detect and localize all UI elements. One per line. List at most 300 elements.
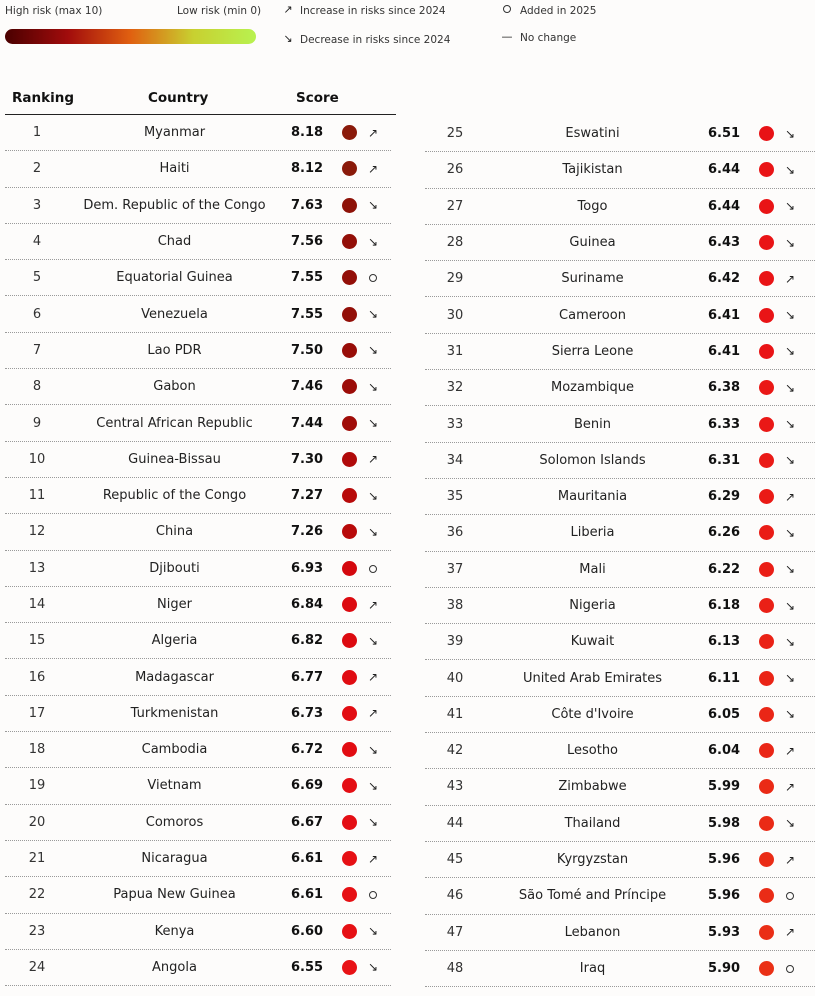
added-circle-icon [366, 270, 380, 286]
decrease-arrow-icon: ↘ [784, 417, 796, 432]
increase-arrow-icon: ↗ [367, 161, 379, 176]
risk-dot-icon [342, 270, 357, 285]
country-cell: Iraq [579, 960, 606, 976]
risk-dot-icon [759, 380, 774, 395]
table-row [5, 333, 391, 369]
table-row [5, 587, 391, 623]
risk-dot-icon [759, 671, 774, 686]
country-cell: Kyrgyzstan [556, 852, 629, 868]
rank-cell: 7 [32, 342, 42, 358]
rank-cell: 48 [446, 960, 464, 976]
increase-label: Increase in risks since 2024 [300, 5, 446, 17]
country-cell: Lao PDR [147, 342, 202, 358]
score-cell: 6.55 [291, 959, 324, 975]
score-cell: 8.18 [291, 125, 324, 141]
country-cell: Sierra Leone [551, 343, 634, 359]
table-row [5, 950, 391, 986]
score-cell: 6.13 [708, 634, 741, 650]
country-cell: Benin [573, 416, 611, 432]
score-cell: 6.82 [291, 633, 324, 649]
score-cell: 6.61 [291, 851, 324, 867]
score-cell: 7.56 [291, 234, 324, 250]
score-cell: 6.22 [708, 561, 741, 577]
risk-dot-icon [759, 634, 774, 649]
risk-dot-icon [342, 198, 357, 213]
rank-cell: 2 [32, 161, 42, 177]
score-cell: 8.12 [291, 161, 324, 177]
decrease-arrow-icon: ↘ [784, 235, 796, 250]
table-row [425, 588, 815, 624]
table-row [425, 152, 815, 188]
decrease-arrow-icon: ↘ [784, 162, 796, 177]
decrease-arrow-icon: ↘ [784, 199, 796, 214]
increase-arrow-icon: ↗ [784, 925, 796, 940]
added-label: Added in 2025 [520, 5, 597, 17]
low-risk-label: Low risk (min 0) [177, 5, 262, 17]
country-cell: Lesotho [566, 743, 619, 759]
risk-dot-icon [759, 417, 774, 432]
decrease-arrow-icon: ↘ [367, 960, 379, 975]
increase-arrow-icon: ↗ [367, 125, 379, 140]
risk-dot-icon [342, 416, 357, 431]
score-cell: 6.18 [708, 598, 741, 613]
score-cell: 6.31 [708, 452, 741, 468]
rank-cell: 25 [446, 126, 464, 142]
country-cell: Cameroon [559, 307, 626, 323]
risk-dot-icon [759, 779, 774, 794]
decrease-arrow-icon: ↘ [367, 815, 379, 830]
country-cell: Mozambique [551, 380, 634, 396]
country-cell: São Tomé and Príncipe [518, 888, 667, 904]
score-cell: 6.44 [708, 198, 741, 214]
increase-arrow-icon: ↗ [784, 489, 796, 504]
increase-arrow-icon: ↗ [784, 852, 796, 867]
rank-cell: 10 [28, 451, 46, 467]
table-row [5, 478, 391, 514]
decrease-arrow-icon: ↘ [784, 634, 796, 649]
score-cell: 6.05 [708, 706, 741, 722]
ranking-table-left [5, 115, 391, 986]
risk-dot-icon [759, 852, 774, 867]
score-cell: 6.93 [291, 560, 324, 576]
risk-dot-icon [759, 961, 774, 976]
risk-dot-icon [759, 598, 774, 613]
decrease-arrow-icon: ↘ [367, 343, 379, 358]
score-cell: 6.73 [291, 705, 324, 721]
score-cell: 6.29 [708, 489, 741, 505]
table-row [5, 260, 391, 296]
increase-arrow-icon: ↗ [367, 851, 379, 866]
risk-dot-icon [759, 816, 774, 831]
score-cell: 6.69 [291, 778, 324, 794]
table-row [425, 443, 815, 479]
score-cell: 6.41 [708, 343, 741, 359]
table-row [425, 370, 815, 406]
score-cell: 7.63 [291, 197, 324, 213]
score-cell: 7.27 [291, 488, 324, 504]
score-cell: 6.38 [708, 380, 741, 396]
risk-dot-icon [342, 851, 357, 866]
country-cell: Haiti [159, 161, 190, 177]
decrease-arrow-icon: ↘ [784, 308, 796, 323]
score-cell: 6.33 [708, 416, 741, 432]
increase-arrow-icon: ↗ [784, 743, 796, 758]
table-row [425, 116, 815, 152]
risk-dot-icon [342, 670, 357, 685]
country-cell: Côte d'Ivoire [551, 706, 634, 722]
risk-dot-icon [759, 235, 774, 250]
table-row [425, 297, 815, 333]
risk-dot-icon [759, 344, 774, 359]
country-cell: Kuwait [570, 634, 615, 650]
country-cell: Tajikistan [562, 162, 623, 178]
table-row [5, 805, 391, 841]
table-row [5, 659, 391, 695]
risk-dot-icon [342, 924, 357, 939]
rank-cell: 20 [28, 814, 46, 830]
high-risk-label: High risk (max 10) [5, 5, 103, 17]
country-cell: Gabon [153, 379, 196, 395]
risk-dot-icon [342, 488, 357, 503]
country-cell: China [155, 524, 194, 540]
no-change-dash-icon: — [501, 30, 513, 43]
rank-cell: 26 [446, 162, 464, 178]
rank-cell: 16 [28, 669, 46, 685]
rank-cell: 46 [446, 888, 464, 904]
rank-cell: 31 [446, 343, 464, 359]
country-cell: Chad [157, 234, 192, 250]
rank-cell: 18 [28, 742, 46, 758]
table-row [5, 442, 391, 478]
risk-dot-icon [342, 379, 357, 394]
rank-cell: 15 [28, 633, 46, 649]
rank-cell: 34 [446, 452, 464, 468]
rank-cell: 47 [446, 924, 464, 940]
country-cell: Republic of the Congo [102, 488, 247, 504]
country-cell: Suriname [561, 271, 624, 287]
table-row [425, 697, 815, 733]
score-cell: 6.44 [708, 162, 741, 178]
score-cell: 6.61 [291, 887, 324, 903]
country-cell: Zimbabwe [558, 779, 627, 795]
decrease-arrow-icon: ↘ [367, 924, 379, 939]
decrease-arrow-icon: ↘ [784, 344, 796, 359]
decrease-arrow-icon: ↘ [367, 742, 379, 757]
rank-cell: 28 [446, 235, 464, 251]
rank-cell: 45 [446, 852, 464, 868]
risk-dot-icon [759, 525, 774, 540]
rank-cell: 14 [28, 597, 46, 612]
rank-cell: 4 [32, 234, 42, 250]
risk-dot-icon [759, 743, 774, 758]
decrease-arrow-icon: ↘ [784, 525, 796, 540]
decrease-arrow-icon: ↘ [367, 633, 379, 648]
decrease-arrow-icon: ↘ [367, 778, 379, 793]
rank-cell: 37 [446, 561, 464, 577]
rank-cell: 1 [32, 125, 42, 141]
table-row [425, 915, 815, 951]
increase-arrow-icon: ↗ [367, 670, 379, 685]
risk-dot-icon [342, 597, 357, 612]
table-row [425, 660, 815, 696]
country-cell: Togo [577, 198, 608, 214]
table-row [5, 623, 391, 659]
table-row [425, 878, 815, 914]
score-cell: 7.50 [291, 342, 324, 358]
risk-dot-icon [342, 561, 357, 576]
table-row [5, 696, 391, 732]
table-row [5, 224, 391, 260]
country-cell: Lebanon [564, 924, 621, 940]
added-circle-icon [783, 960, 797, 976]
table-row [5, 514, 391, 550]
risk-dot-icon [759, 489, 774, 504]
risk-dot-icon [342, 960, 357, 975]
score-cell: 7.26 [291, 524, 324, 540]
score-cell: 5.96 [708, 888, 741, 904]
increase-arrow-icon: ↗ [784, 271, 796, 286]
score-cell: 6.84 [291, 597, 324, 612]
risk-dot-icon [342, 887, 357, 902]
rank-cell: 12 [28, 524, 46, 540]
score-cell: 6.43 [708, 235, 741, 251]
table-row [5, 405, 391, 441]
increase-arrow-icon: ↗ [367, 706, 379, 721]
table-row [425, 406, 815, 442]
decrease-arrow-icon: ↘ [367, 198, 379, 213]
score-cell: 7.55 [291, 270, 324, 286]
rank-cell: 13 [28, 560, 46, 576]
table-row [425, 261, 815, 297]
score-cell: 7.30 [291, 451, 324, 467]
table-row [5, 369, 391, 405]
country-cell: Liberia [570, 525, 615, 541]
rank-cell: 44 [446, 815, 464, 831]
decrease-arrow-icon: ↘ [367, 234, 379, 249]
country-cell: Guinea [569, 235, 616, 251]
country-cell: Angola [152, 959, 197, 975]
rank-cell: 5 [32, 270, 42, 286]
increase-arrow-icon: ↗ [367, 597, 379, 612]
increase-arrow-icon: ↗ [784, 779, 796, 794]
country-cell: Myanmar [143, 125, 206, 141]
decrease-arrow-icon: ↘ [784, 380, 796, 395]
country-cell: Turkmenistan [130, 705, 219, 721]
score-cell: 7.55 [291, 306, 324, 322]
country-cell: United Arab Emirates [522, 670, 663, 686]
rank-cell: 39 [446, 634, 464, 650]
table-row [425, 189, 815, 225]
score-cell: 6.60 [291, 923, 324, 939]
decrease-label: Decrease in risks since 2024 [300, 34, 451, 46]
decrease-arrow-icon: ↘ [784, 671, 796, 686]
table-row [425, 733, 815, 769]
rank-cell: 11 [28, 488, 46, 504]
risk-dot-icon [342, 452, 357, 467]
no-change-label: No change [520, 32, 577, 44]
risk-dot-icon [342, 161, 357, 176]
country-cell: Madagascar [135, 669, 214, 685]
added-circle-icon [366, 560, 380, 576]
rank-cell: 36 [446, 525, 464, 541]
score-cell: 6.67 [291, 814, 324, 830]
rank-cell: 24 [28, 959, 46, 975]
rank-cell: 30 [446, 307, 464, 323]
risk-dot-icon [342, 307, 357, 322]
added-circle-icon [500, 3, 514, 16]
table-row [5, 151, 391, 187]
rank-cell: 32 [446, 380, 464, 396]
country-cell: Thailand [564, 815, 621, 831]
decrease-arrow-icon: ↘ [784, 126, 796, 141]
risk-dot-icon [342, 234, 357, 249]
table-row [425, 479, 815, 515]
score-cell: 6.51 [708, 126, 741, 142]
decrease-arrow-icon: ↘ [784, 453, 796, 468]
table-row [425, 552, 815, 588]
country-cell: Dem. Republic of the Congo [83, 197, 266, 213]
country-cell: Eswatini [565, 126, 620, 142]
rank-cell: 33 [446, 416, 464, 432]
score-cell: 6.26 [708, 525, 741, 541]
table-row [425, 624, 815, 660]
decrease-arrow-icon: ↘ [784, 562, 796, 577]
risk-dot-icon [342, 778, 357, 793]
increase-arrow-icon: ↗ [367, 452, 379, 467]
score-cell: 5.96 [708, 852, 741, 868]
table-row [425, 842, 815, 878]
risk-dot-icon [342, 524, 357, 539]
risk-dot-icon [342, 815, 357, 830]
country-cell: Guinea-Bissau [128, 451, 221, 467]
rank-cell: 29 [446, 271, 464, 287]
table-row [5, 551, 391, 587]
risk-dot-icon [759, 707, 774, 722]
score-cell: 5.99 [708, 779, 741, 795]
risk-dot-icon [759, 271, 774, 286]
table-row [5, 115, 391, 151]
score-cell: 6.72 [291, 742, 324, 758]
rank-cell: 23 [28, 923, 46, 939]
decrease-arrow-icon: ↘ [367, 488, 379, 503]
rank-cell: 40 [446, 670, 464, 686]
country-cell: Algeria [151, 633, 198, 649]
score-cell: 5.98 [708, 815, 741, 831]
rank-cell: 6 [32, 306, 42, 322]
country-cell: Mali [579, 561, 606, 577]
score-cell: 7.46 [291, 379, 324, 395]
risk-dot-icon [342, 742, 357, 757]
rank-cell: 22 [28, 887, 46, 903]
rank-cell: 27 [446, 198, 464, 214]
risk-gradient-bar [5, 29, 256, 44]
score-cell: 5.90 [708, 960, 741, 976]
table-row [5, 732, 391, 768]
rank-cell: 3 [32, 197, 42, 213]
country-cell: Nigeria [569, 598, 616, 613]
table-row [425, 225, 815, 261]
score-cell: 6.11 [708, 670, 741, 686]
country-cell: Mauritania [557, 489, 628, 505]
country-cell: Venezuela [141, 306, 208, 322]
decrease-arrow-icon: ↘ [784, 707, 796, 722]
rank-cell: 43 [446, 779, 464, 795]
score-cell: 5.93 [708, 924, 741, 940]
table-row [425, 769, 815, 805]
risk-dot-icon [342, 633, 357, 648]
risk-dot-icon [759, 925, 774, 940]
decrease-arrow-icon: ↘ [784, 598, 796, 613]
table-row [5, 841, 391, 877]
table-row [425, 806, 815, 842]
rank-cell: 9 [32, 415, 42, 431]
rank-cell: 21 [28, 851, 46, 867]
table-row [425, 334, 815, 370]
rank-cell: 38 [446, 598, 464, 613]
ranking-table-right [425, 116, 815, 987]
country-cell: Kenya [154, 923, 195, 939]
risk-dot-icon [759, 562, 774, 577]
decrease-arrow-icon: ↘ [367, 379, 379, 394]
table-row [5, 914, 391, 950]
score-cell: 6.42 [708, 271, 741, 287]
decrease-arrow-icon: ↘ [367, 307, 379, 322]
score-cell: 6.04 [708, 743, 741, 759]
header-score: Score [296, 90, 339, 106]
rank-cell: 35 [446, 489, 464, 505]
country-cell: Djibouti [149, 560, 200, 576]
header-ranking: Ranking [12, 90, 74, 106]
header-country: Country [148, 90, 209, 106]
decrease-arrow-icon: ↘ [367, 416, 379, 431]
risk-dot-icon [342, 706, 357, 721]
risk-dot-icon [759, 162, 774, 177]
score-cell: 6.41 [708, 307, 741, 323]
country-cell: Equatorial Guinea [116, 270, 233, 286]
legend [0, 0, 815, 60]
added-circle-icon [366, 887, 380, 903]
country-cell: Nicaragua [141, 851, 208, 867]
decrease-arrow-icon: ↘ [367, 524, 379, 539]
risk-dot-icon [759, 126, 774, 141]
table-row [5, 768, 391, 804]
country-cell: Comoros [145, 814, 204, 830]
country-cell: Solomon Islands [539, 452, 646, 468]
country-cell: Niger [157, 597, 192, 612]
country-cell: Central African Republic [96, 415, 253, 431]
rank-cell: 8 [32, 379, 42, 395]
score-cell: 7.44 [291, 415, 324, 431]
risk-dot-icon [759, 888, 774, 903]
rank-cell: 17 [28, 705, 46, 721]
risk-dot-icon [342, 125, 357, 140]
risk-dot-icon [342, 343, 357, 358]
rank-cell: 41 [446, 706, 464, 722]
score-cell: 6.77 [291, 669, 324, 685]
rank-cell: 42 [446, 743, 464, 759]
table-row [425, 515, 815, 551]
risk-dot-icon [759, 308, 774, 323]
table-row [5, 877, 391, 913]
rank-cell: 19 [28, 778, 46, 794]
country-cell: Cambodia [141, 742, 208, 758]
increase-arrow-icon: ↗ [283, 3, 293, 16]
risk-dot-icon [759, 453, 774, 468]
risk-dot-icon [759, 199, 774, 214]
added-circle-icon [783, 888, 797, 904]
decrease-arrow-icon: ↘ [784, 816, 796, 831]
decrease-arrow-icon: ↘ [283, 32, 293, 45]
